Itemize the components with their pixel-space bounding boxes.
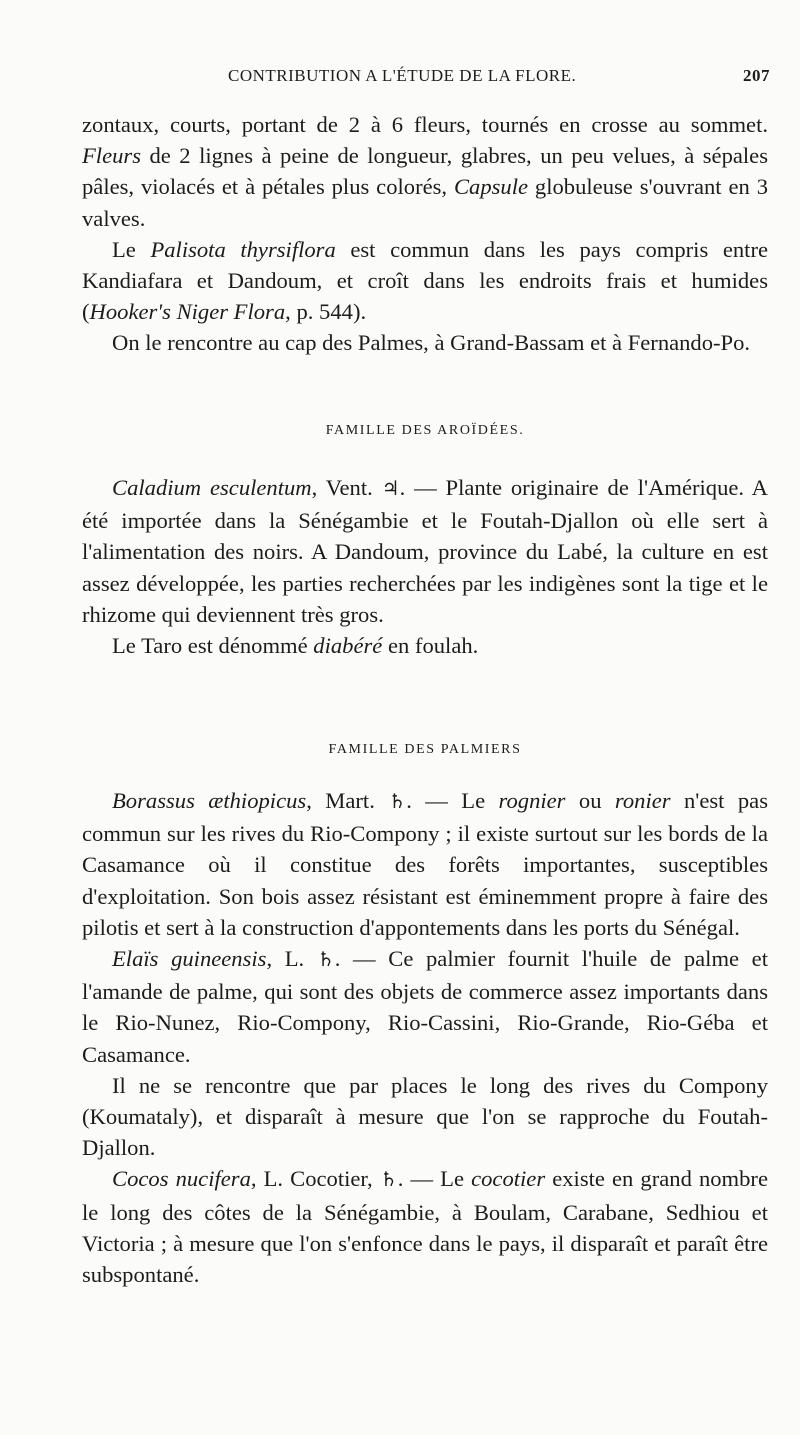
tree-symbol-icon: ♄ <box>379 1169 398 1192</box>
citation-title: Hooker's Niger Flora <box>89 299 286 325</box>
perennial-symbol-icon: ♃ <box>381 478 400 500</box>
paragraph-palisota <box>82 234 768 328</box>
paragraph-taro <box>82 630 768 661</box>
text-run: , Mart. <box>306 788 389 813</box>
vernacular-name: cocotier <box>471 1166 546 1192</box>
text-run: zontaux, courts, portant de 2 à 6 fleurs, tournés en crosse au sommet. <box>82 112 768 137</box>
species-name: Borassus æthiopicus <box>112 788 307 813</box>
text-run: n'est pas commun sur les rives du Rio-Compony ; il existe surtout sur les bords de la Casamance où il constitue des forêts importantes, susceptibles d'exploitation. Son bois assez résistant est éminemment propre à faire des pilotis et sert à la construction d'appontements dans les ports du Sénégal. <box>82 788 768 940</box>
tree-symbol-icon: ♄ <box>316 949 335 972</box>
italic-term: Capsule <box>453 174 529 200</box>
running-head <box>80 62 770 92</box>
paragraph-elais-distribution: Il ne se rencontre que par places le long des rives du Compony (Koumataly), et disparaît à mesure que l'on se rapproche du Foutah-Djallon. <box>82 1072 768 1161</box>
tree-symbol-icon: ♄ <box>388 791 407 813</box>
text-run: , L. <box>266 946 317 972</box>
text-run: de 2 lignes à peine de longueur, glabres, un peu velues, à sépales pâles, violacés et à pétales plus colorés, <box>82 143 768 200</box>
paragraph-fleurs-description <box>82 109 768 234</box>
vernacular-name: rognier <box>498 788 566 813</box>
paragraph-localities: On le rencontre au cap des Palmes, à Grand-Bassam et à Fernando-Po. <box>112 330 751 356</box>
text-run: . — Le <box>397 1166 472 1192</box>
running-head-title: CONTRIBUTION A L'ÉTUDE DE LA FLORE. <box>228 66 577 85</box>
text-run: existe en grand nombre le long des côtes de la Sénégambie, à Boulam, Carabane, Sedhiou et Victoria ; à mesure que l'on s'enfonce dans le pays, il disparaît et paraît être subspontané. <box>82 1166 768 1288</box>
italic-term: Fleurs <box>82 143 141 169</box>
text-run: est commun dans les pays compris entre Kandiafara et Dandoum, et croît dans les endroits frais et humides ( <box>82 236 769 325</box>
paragraph-caladium <box>82 472 768 630</box>
vernacular-name: ronier <box>614 788 671 813</box>
paragraph-borassus <box>82 785 768 943</box>
page-number: 207 <box>743 66 770 85</box>
text-run: globuleuse s'ouvrant en 3 valves. <box>82 174 768 231</box>
text-run: ou <box>565 788 615 813</box>
text-run: . — Ce palmier fournit l'huile de palme et l'amande de palme, qui sont des objets de commerce assez importants dans le Rio-Nunez, Rio-Compony, Rio-Cassini, Rio-Grande, Rio-Géba et Casamance. <box>82 946 768 1067</box>
text-block-aroidees <box>82 472 768 661</box>
section-heading-palmiers: FAMILLE DES PALMIERS <box>328 742 522 757</box>
text-block-commelinacees <box>82 109 768 359</box>
species-name: Palisota thyrsiflora <box>150 236 336 262</box>
section-heading-aroidees: FAMILLE DES AROÏDÉES. <box>325 423 525 438</box>
text-run: Le Taro est dénommé <box>112 633 314 659</box>
paragraph-elais <box>82 943 768 1070</box>
text-run: , L. Cocotier, <box>250 1166 380 1192</box>
text-run: en foulah. <box>382 633 479 659</box>
text-run: . — Le <box>406 788 499 813</box>
text-block-palmiers <box>82 785 768 1290</box>
text-run: , p. 544). <box>285 299 367 325</box>
species-name: Elaïs guineensis <box>112 946 267 972</box>
species-name: Cocos nucifera <box>112 1166 251 1192</box>
paragraph-cocos <box>82 1163 768 1290</box>
vernacular-name: diabéré <box>313 633 383 659</box>
text-run: , Vent. <box>311 475 382 500</box>
text-run: Le <box>112 236 151 262</box>
species-name: Caladium esculentum <box>112 475 312 500</box>
text-run: . — Plante originaire de l'Amérique. A été importée dans la Sénégambie et le Foutah-Djallon où elle sert à l'alimentation des noirs. A Dandoum, province du Labé, la culture en est assez développée, les parties recherchées par les indigènes sont la tige et le rhizome qui deviennent très gros. <box>82 475 768 627</box>
